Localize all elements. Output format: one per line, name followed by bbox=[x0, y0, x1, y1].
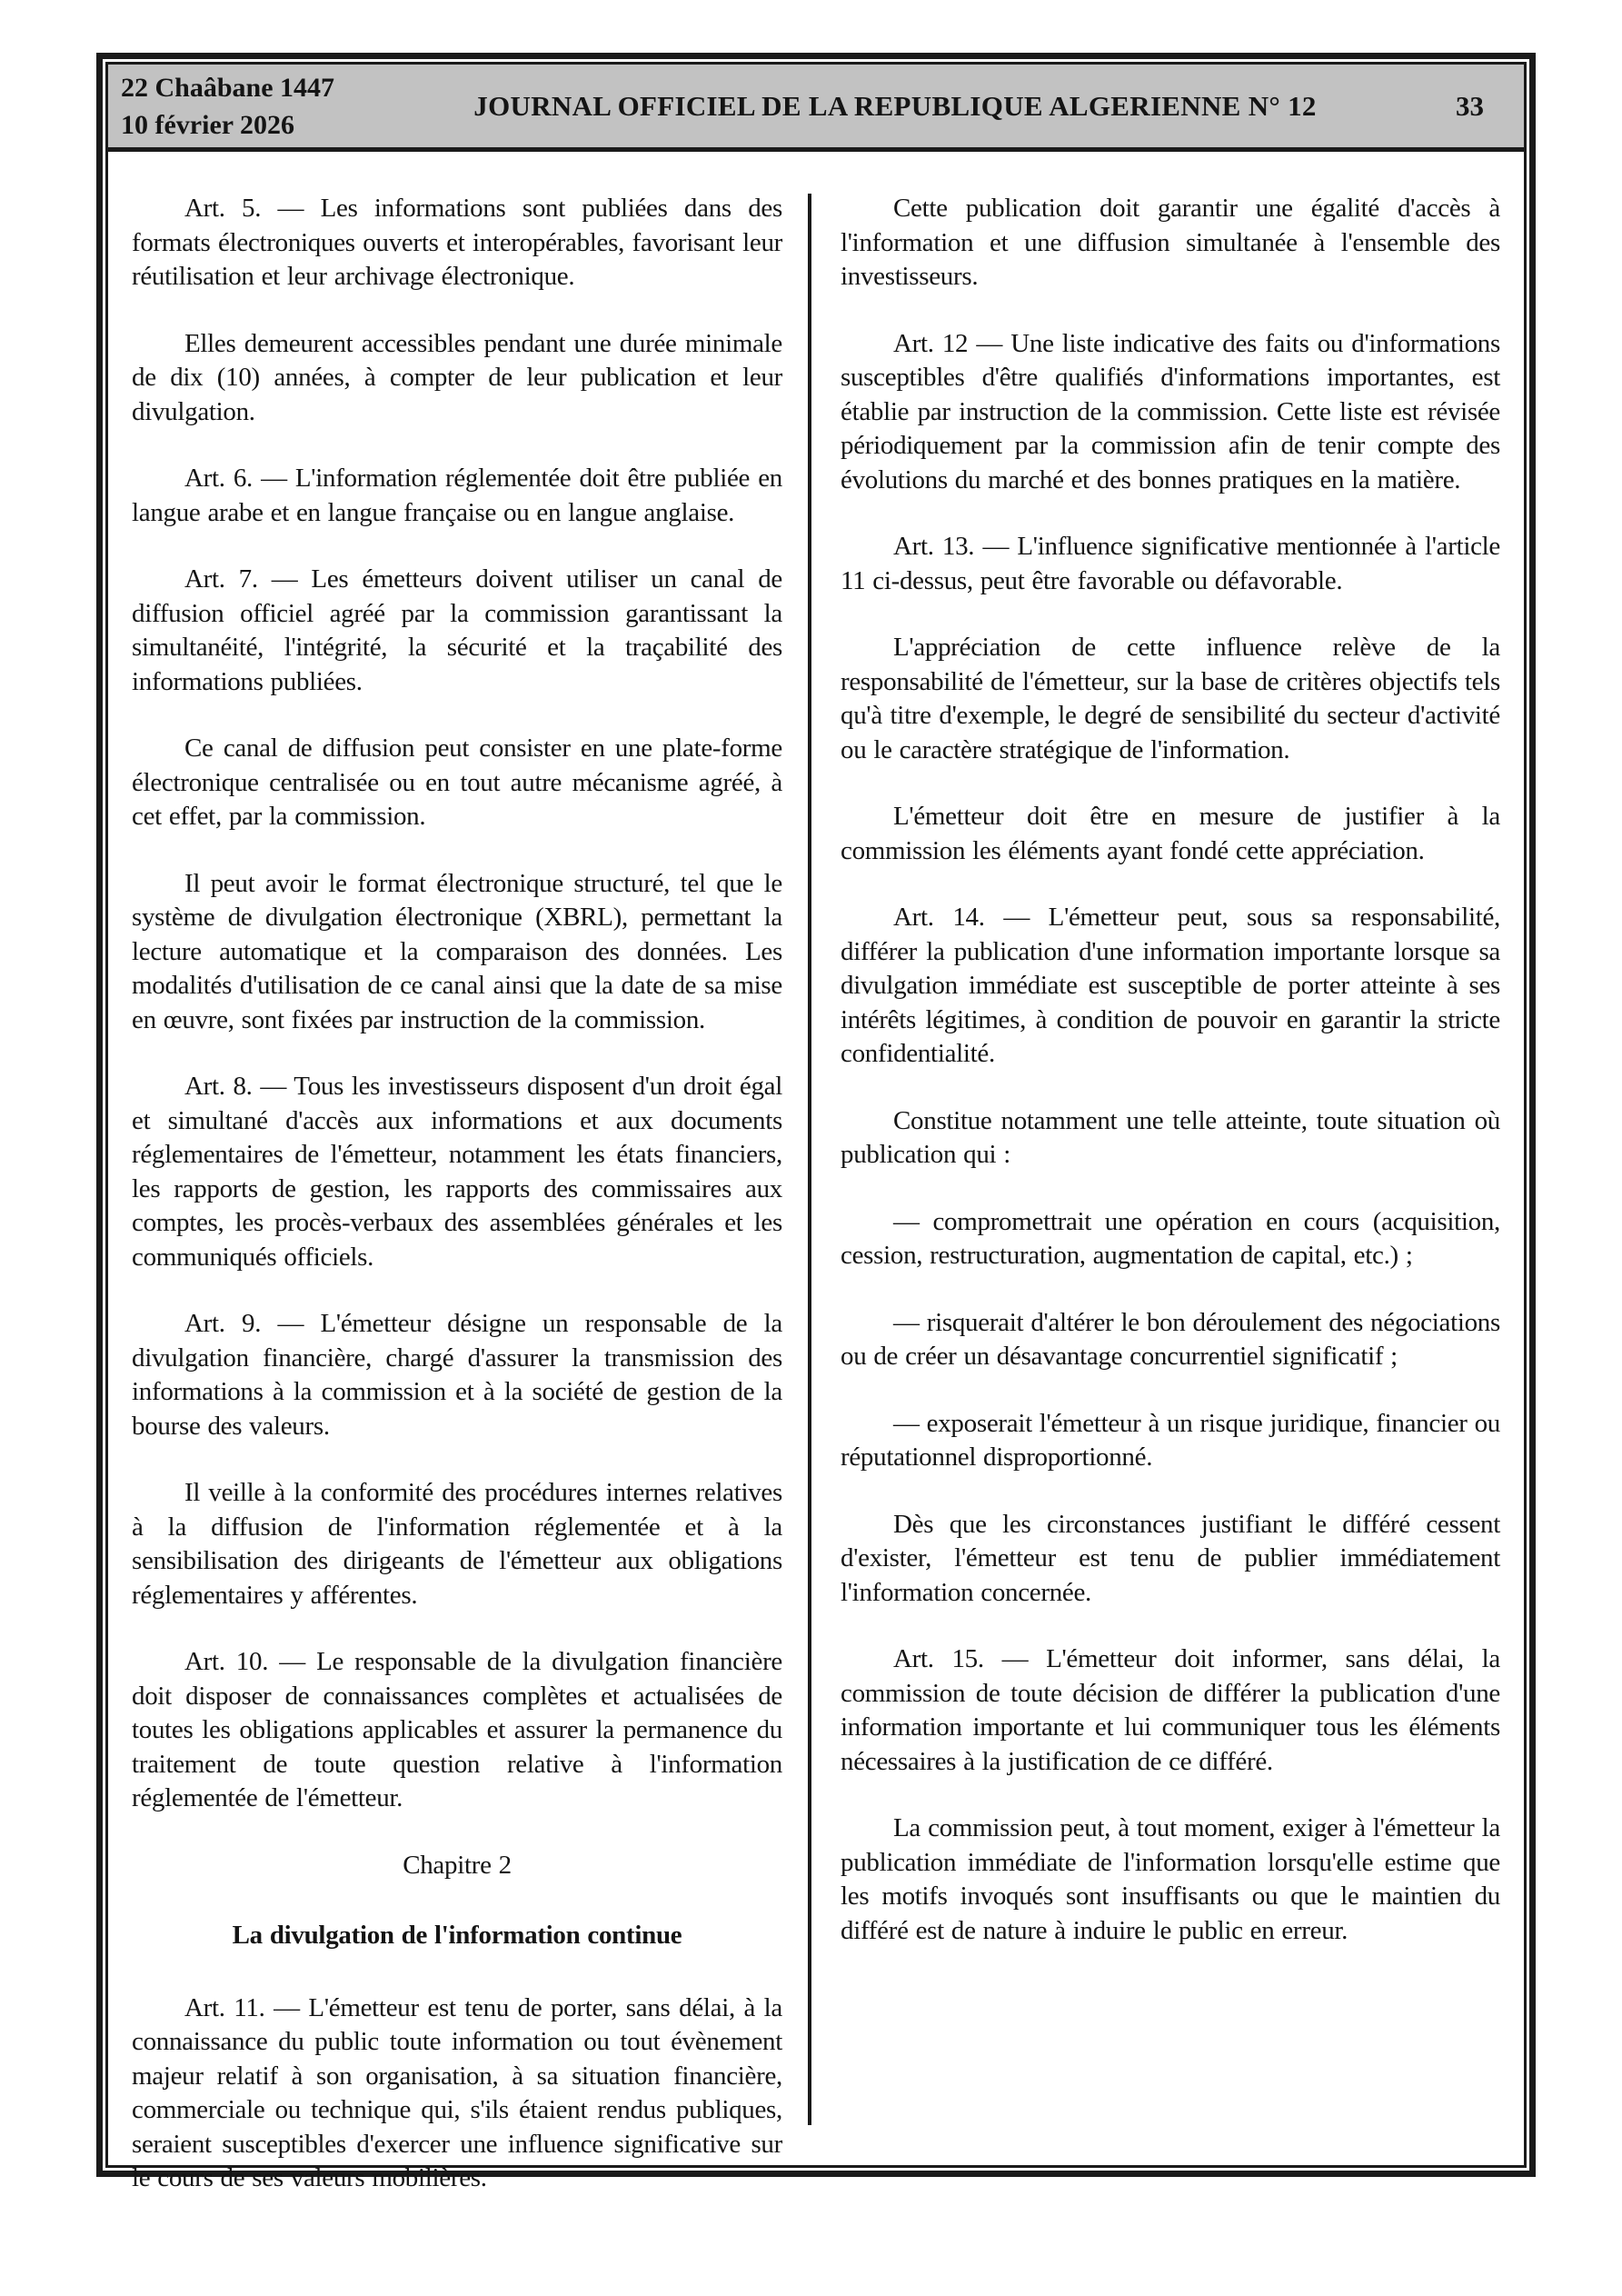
masthead-dates bbox=[121, 69, 334, 144]
art-6-paragraph: Art. 6. — L'information réglementée doit être publiée en langue arabe et en langue française ou en langue anglaise. bbox=[132, 464, 782, 527]
art-10-paragraph: Art. 10. — Le responsable de la divulgation financière doit disposer de connaissances complètes et actualisées de toutes les obligations applicables et assurer la permanence du traitement de toute question relative à l'information réglementée de l'émetteur. bbox=[132, 1647, 782, 1812]
art-12-paragraph: Art. 12 — Une liste indicative des faits ou d'informations susceptibles d'être qualifiés d'informations importantes, est établie par instruction de la commission. Cette liste est révisée périodiquement par la commission afin de tenir compte des évolutions du marché et des bonnes pratiques en la matière. bbox=[841, 328, 1500, 494]
art-11-paragraph: Art. 11. — L'émetteur est tenu de porter, sans délai, à la connaissance du public toute information ou tout évènement majeur relatif à son organisation, à sa situation financière, commerciale ou technique qui, s'ils étaient rendus publiques, seraient susceptibles d'exercer une influence significative sur le cours de ses valeurs mobilières. bbox=[132, 1992, 782, 2192]
masthead bbox=[108, 65, 1524, 152]
art-13-continuation-1: L'appréciation de cette influence relève de la responsabilité de l'émetteur, sur la base de critères objectifs tels qu'à titre d'exemple, le degré de sensibilité du secteur d'activité ou le caractère stratégique de l'information. bbox=[841, 633, 1500, 764]
page-frame bbox=[96, 53, 1536, 2192]
left-column bbox=[132, 192, 782, 2196]
art-14-list-item-2: — risquerait d'altérer le bon déroulement des négociations ou de créer un désavantage concurrentiel significatif ; bbox=[841, 1307, 1500, 1371]
page-frame-inner bbox=[105, 62, 1527, 2192]
chapter-2-title: La divulgation de l'information continue bbox=[232, 1921, 682, 1950]
hijri-date: 22 Chaâbane 1447 bbox=[121, 72, 335, 103]
art-15-paragraph: Art. 15. — L'émetteur doit informer, sans délai, la commission de toute décision de différer la publication d'une information importante et lui communiquer tous les éléments nécessaires à la justification de ce différé. bbox=[841, 1644, 1500, 1776]
art-7-paragraph: Art. 7. — Les émetteurs doivent utiliser un canal de diffusion officiel agréé par la commission garantissant la simultanéité, l'intégrité, la sécurité et la traçabilité des informations publiées. bbox=[132, 564, 782, 696]
art-13-continuation-2: L'émetteur doit être en mesure de justifier à la commission les éléments ayant fondé cette appréciation. bbox=[841, 802, 1500, 865]
art-5-continuation: Elles demeurent accessibles pendant une durée minimale de dix (10) années, à compter de leur publication et leur divulgation. bbox=[132, 328, 782, 426]
art-11-continuation: Cette publication doit garantir une égalité d'accès à l'information et une diffusion simultanée à l'ensemble des investisseurs. bbox=[841, 194, 1500, 291]
art-15-continuation: La commission peut, à tout moment, exiger à l'émetteur la publication immédiate de l'information lorsqu'elle estime que les motifs invoqués sont insuffisants ou que le maintien du différé est de nature à induire le public en erreur. bbox=[841, 1813, 1500, 1945]
column-divider bbox=[808, 194, 811, 2125]
right-column bbox=[841, 192, 1500, 1948]
art-13-paragraph: Art. 13. — L'influence significative mentionnée à l'article 11 ci-dessus, peut être favorable ou défavorable. bbox=[841, 532, 1500, 595]
gregorian-date: 10 février 2026 bbox=[121, 109, 295, 140]
art-8-paragraph: Art. 8. — Tous les investisseurs disposent d'un droit égal et simultané d'accès aux informations et aux documents réglementaires de l'émetteur, notamment les états financiers, les rapports de gestion, les rapports des commissaires aux comptes, les procès-verbaux des assemblées générales et les communiqués officiels. bbox=[132, 1072, 782, 1272]
chapter-2-number: Chapitre 2 bbox=[403, 1850, 512, 1880]
art-7-continuation-2: Il peut avoir le format électronique structuré, tel que le système de divulgation électronique (XBRL), permettant la lecture automatique et la comparaison des données. Les modalités d'utilisation de ce canal ainsi que la date de sa mise en œuvre, sont fixées par instruction de la commission. bbox=[132, 868, 782, 1034]
art-9-paragraph: Art. 9. — L'émetteur désigne un responsable de la divulgation financière, chargé d'assurer la transmission des informations à la commission et à la société de gestion de la bourse des valeurs. bbox=[132, 1309, 782, 1441]
art-14-paragraph: Art. 14. — L'émetteur peut, sous sa responsabilité, différer la publication d'une information importante lorsque sa divulgation immédiate est susceptible de porter atteinte à ses intérêts légitimes, à condition de pouvoir en garantir la stricte confidentialité. bbox=[841, 903, 1500, 1068]
art-14-closing: Dès que les circonstances justifiant le différé cessent d'exister, l'émetteur est tenu de publier immédiatement l'information concernée. bbox=[841, 1509, 1500, 1607]
page-number: 33 bbox=[1456, 89, 1484, 122]
art-7-continuation-1: Ce canal de diffusion peut consister en une plate-forme électronique centralisée ou en tout autre mécanisme agréé, à cet effet, par la commission. bbox=[132, 734, 782, 831]
art-14-list-item-3: — exposerait l'émetteur à un risque juridique, financier ou réputationnel disproportionné. bbox=[841, 1408, 1500, 1472]
page-body bbox=[108, 152, 1524, 2192]
art-5-paragraph: Art. 5. — Les informations sont publiées dans des formats électroniques ouverts et interopérables, favorisant leur réutilisation et leur archivage électronique. bbox=[132, 194, 782, 291]
art-14-list-item-1: — compromettrait une opération en cours (acquisition, cession, restructuration, augmentation de capital, etc.) ; bbox=[841, 1206, 1500, 1270]
journal-title: JOURNAL OFFICIEL DE LA REPUBLIQUE ALGERIENNE N° 12 bbox=[473, 89, 1317, 122]
art-14-continuation: Constitue notamment une telle atteinte, toute situation où publication qui : bbox=[841, 1105, 1500, 1169]
art-9-continuation: Il veille à la conformité des procédures internes relatives à la diffusion de l'information réglementée et à la sensibilisation des dirigeants de l'émetteur aux obligations réglementaires y afférentes. bbox=[132, 1478, 782, 1610]
